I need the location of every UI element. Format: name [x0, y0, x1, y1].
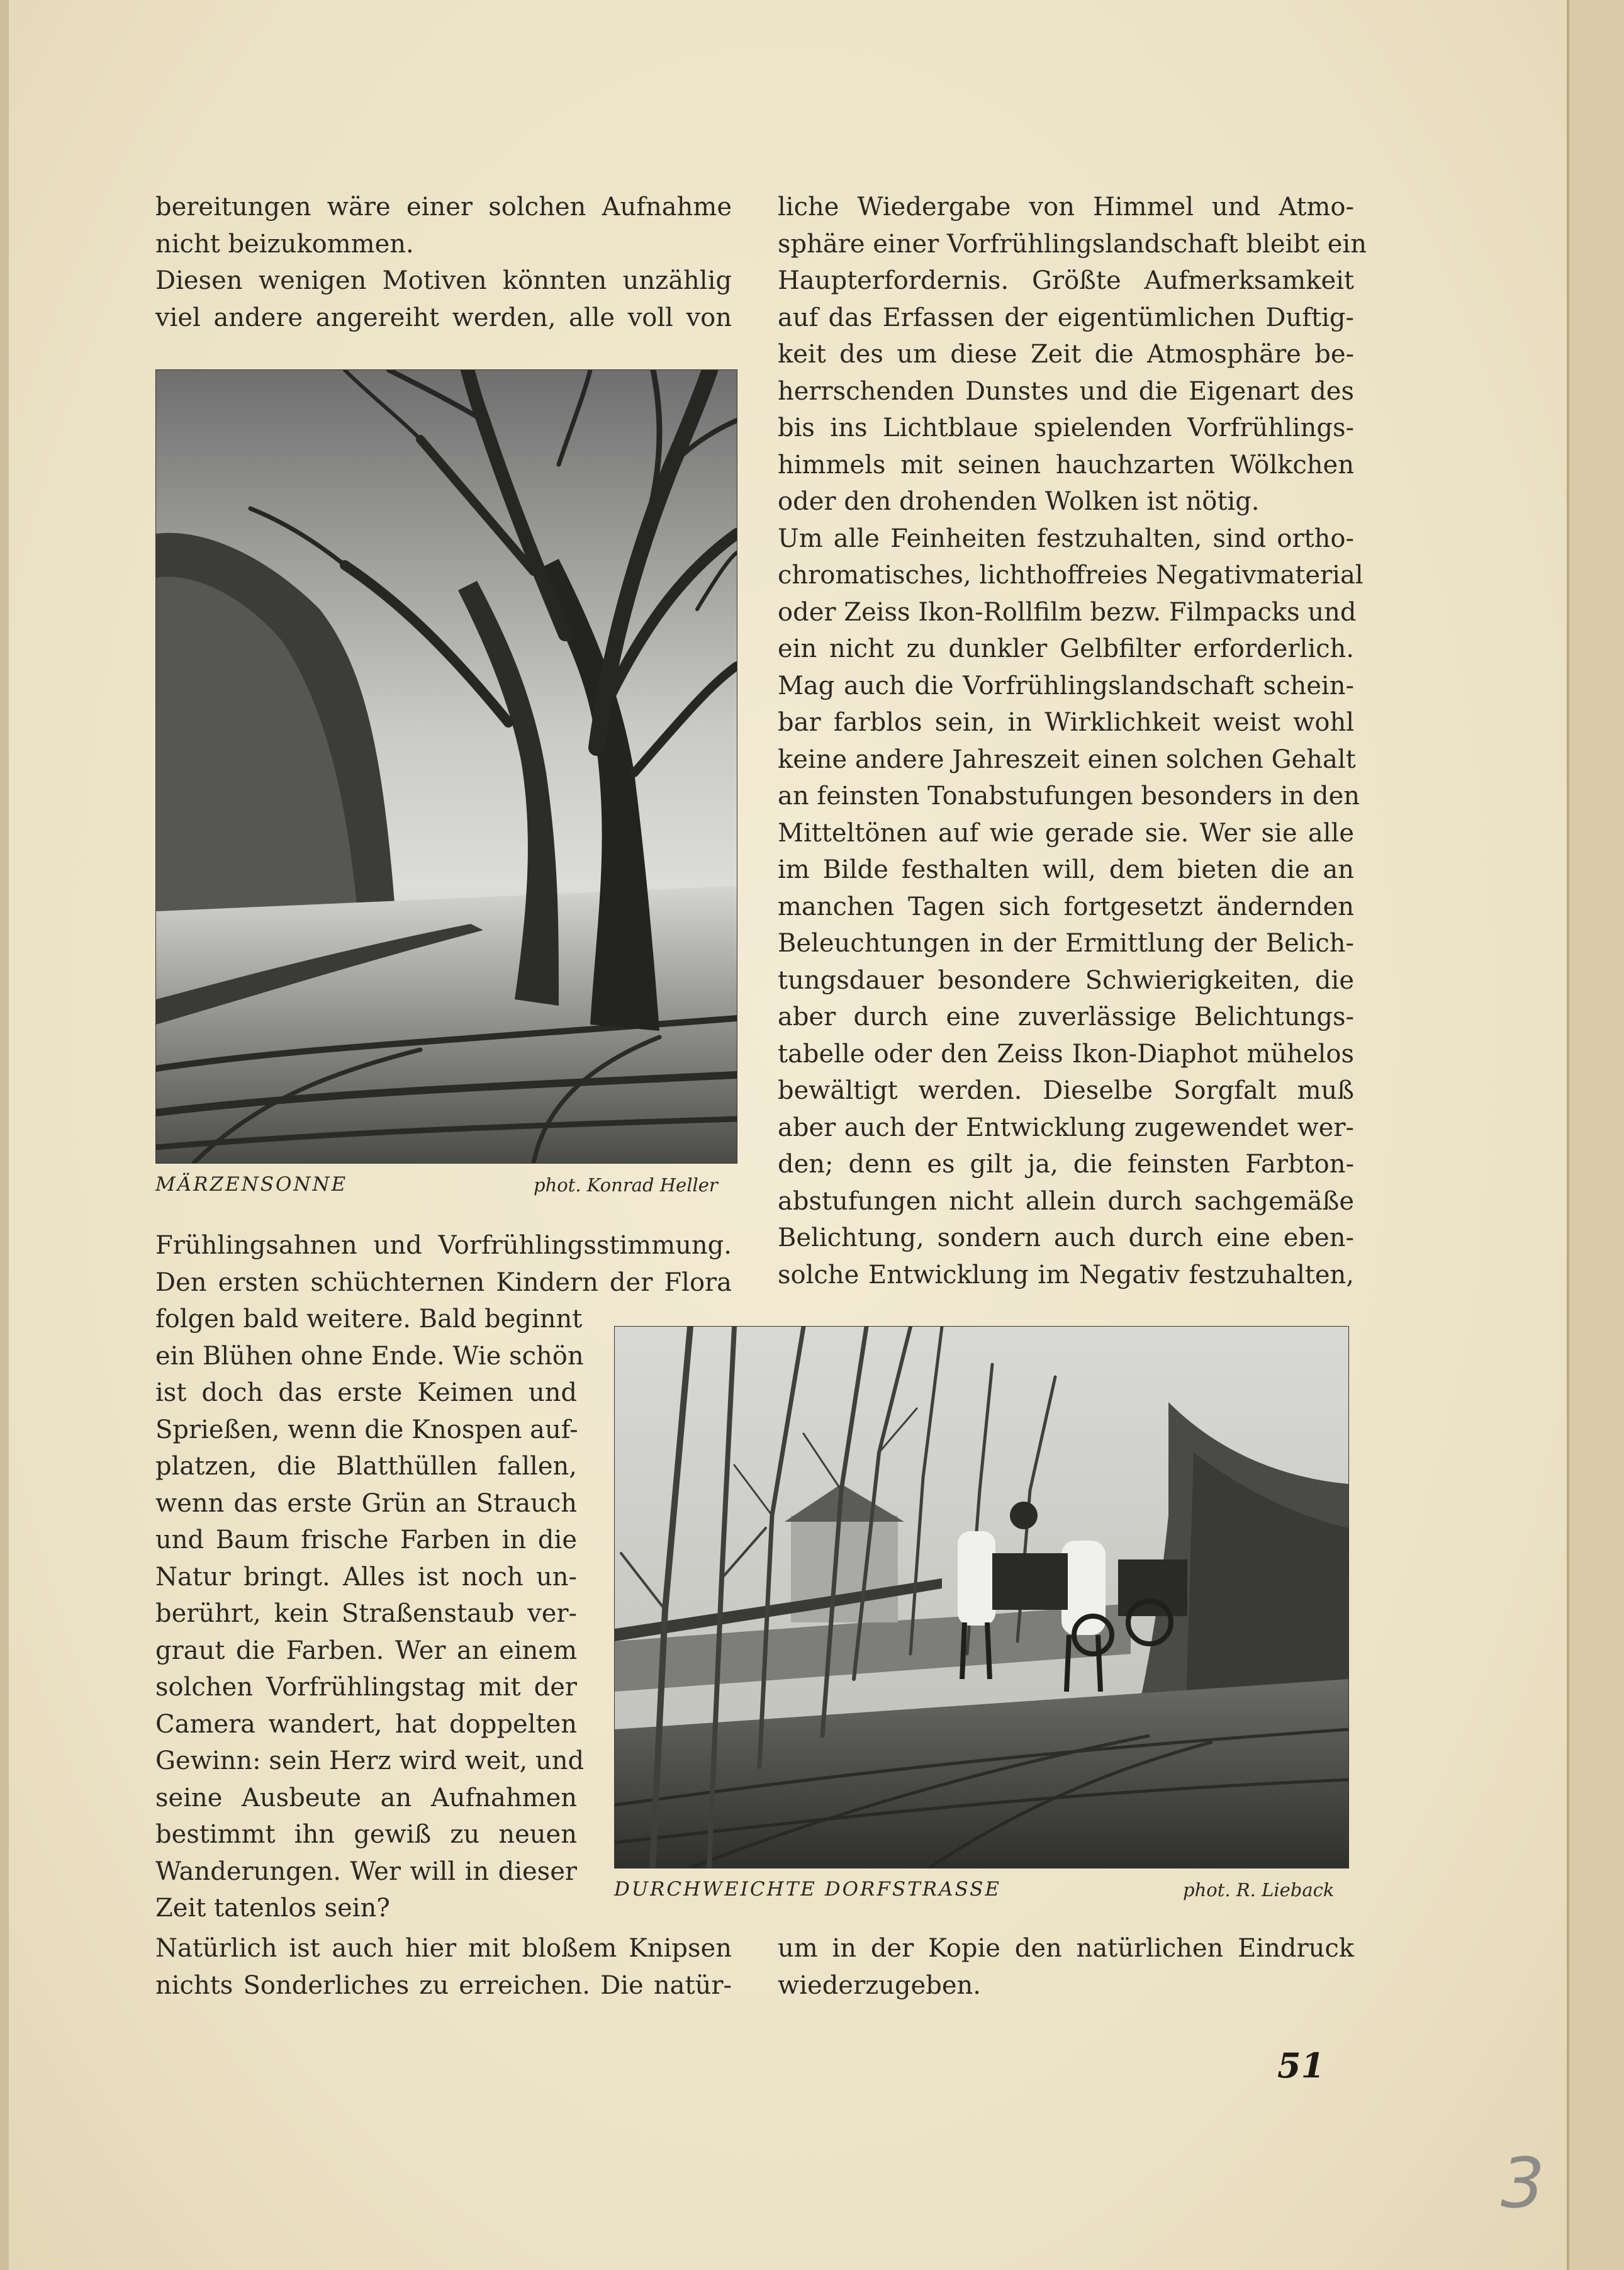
text-line: Gewinn: sein Herz wird weit, und — [155, 1746, 585, 1775]
text-line: chromatisches, lichthoffreies Negativmaterial — [778, 561, 1364, 590]
text-line: wenn das erste Grün an Strauch — [155, 1488, 577, 1518]
text-line: Haupterfordernis. Größte Aufmerksamkeit — [778, 266, 1354, 295]
text-line: Sprießen, wenn die Knospen auf- — [155, 1415, 578, 1444]
text-line: an feinsten Tonabstufungen besonders in den — [778, 782, 1360, 811]
figure2-caption: DURCHWEICHTE DORFSTRASSE — [614, 1878, 1002, 1901]
figure2-credit: phot. R. Lieback — [1183, 1879, 1335, 1901]
photo-durchweichte-dorfstrasse — [614, 1326, 1349, 1868]
text-line: sphäre einer Vorfrühlingslandschaft bleibt ein — [778, 229, 1367, 259]
text-line: solche Entwicklung im Negativ festzuhalten, — [778, 1260, 1354, 1290]
page-number: 51 — [1277, 2045, 1325, 2086]
text-line: Mag auch die Vorfrühlingslandschaft schein- — [778, 671, 1354, 700]
text-line: viel andere angereiht werden, alle voll von — [155, 303, 732, 332]
text-line: im Bilde festhalten will, dem bieten die an — [778, 855, 1354, 884]
text-line: nichts Sonderliches zu erreichen. Die natür- — [155, 1970, 732, 2000]
figure1-credit: phot. Konrad Heller — [534, 1174, 718, 1196]
text-line: und Baum frische Farben in die — [155, 1526, 577, 1554]
text-line: liche Wiedergabe von Himmel und Atmo- — [778, 193, 1354, 222]
text-line: Diesen wenigen Motiven könnten unzählig — [155, 266, 732, 295]
text-line: Belichtung, sondern auch durch eine eben- — [778, 1223, 1354, 1252]
photo-maerzensonne — [155, 369, 737, 1164]
text-line: ein nicht zu dunkler Gelbfilter erforderlich. — [778, 634, 1354, 663]
text-line: keine andere Jahreszeit einen solchen Gehalt — [778, 744, 1356, 774]
text-line: keit des um diese Zeit die Atmosphäre be- — [778, 340, 1354, 369]
text-line: nicht beizukommen. — [155, 229, 414, 259]
figure1-caption: MÄRZENSONNE — [155, 1173, 348, 1196]
col2-bottom-text — [778, 1930, 1354, 2004]
text-line: Um alle Feinheiten festzuhalten, sind ortho- — [778, 524, 1354, 553]
text-line: tungsdauer besondere Schwierigkeiten, die — [778, 965, 1354, 995]
narrow-text — [155, 1301, 585, 1927]
text-line: Camera wandert, hat doppelten — [155, 1709, 577, 1739]
text-line: Den ersten schüchternen Kindern der Flora — [155, 1267, 732, 1297]
text-line: Frühlingsahnen und Vorfrühlingsstimmung. — [155, 1231, 732, 1260]
text-line: aber auch der Entwicklung zugewendet wer- — [778, 1113, 1354, 1142]
text-line: aber durch eine zuverlässige Belichtungs- — [778, 1003, 1354, 1031]
text-line: Wanderungen. Wer will in dieser — [155, 1857, 577, 1886]
text-line: folgen bald weitere. Bald beginnt — [155, 1305, 583, 1334]
text-line: seine Ausbeute an Aufnahmen — [155, 1783, 577, 1812]
text-line: graut die Farben. Wer an einem — [155, 1636, 577, 1665]
pencil-annotation: 3 — [1501, 2143, 1545, 2223]
text-line: Zeit tatenlos sein? — [155, 1894, 390, 1923]
text-line: bis ins Lichtblaue spielenden Vorfrühlings- — [778, 413, 1354, 442]
col1-mid-text — [155, 1227, 732, 1301]
trees-photo-illustration — [156, 370, 737, 1163]
text-line: solchen Vorfrühlingstag mit der — [155, 1673, 577, 1702]
text-line: abstufungen nicht allein durch sachgemäße — [778, 1186, 1354, 1216]
text-line: herrschenden Dunstes und die Eigenart des — [778, 376, 1354, 406]
col1-top-text — [155, 189, 732, 336]
text-line: bar farblos sein, in Wirklichkeit weist wohl — [778, 708, 1354, 737]
text-line: Mitteltönen auf wie gerade sie. Wer sie alle — [778, 818, 1354, 848]
page-stack-edge — [1567, 0, 1624, 2270]
binding-edge — [0, 0, 9, 2270]
text-line: Natur bringt. Alles ist noch un- — [155, 1562, 577, 1592]
road-photo-illustration — [615, 1327, 1348, 1868]
text-line: berührt, kein Straßenstaub ver- — [155, 1599, 577, 1628]
text-line: ein Blühen ohne Ende. Wie schön — [155, 1341, 584, 1371]
text-line: manchen Tagen sich fortgesetzt ändernden — [778, 892, 1354, 921]
text-line: oder Zeiss Ikon-Rollfilm bezw. Filmpacks und — [778, 597, 1357, 627]
text-line: um in der Kopie den natürlichen Eindruck — [778, 1934, 1354, 1963]
text-line: bewältigt werden. Dieselbe Sorgfalt muß — [778, 1076, 1354, 1105]
text-line: wiederzugeben. — [778, 1970, 981, 2000]
text-line: tabelle oder den Zeiss Ikon-Diaphot mühelos — [778, 1039, 1354, 1069]
text-line: ist doch das erste Keimen und — [155, 1378, 577, 1407]
text-line: himmels mit seinen hauchzarten Wölkchen — [778, 450, 1354, 480]
text-line: platzen, die Blatthüllen fallen, — [155, 1452, 577, 1481]
text-line: Natürlich ist auch hier mit bloßem Knipsen — [155, 1934, 732, 1963]
col2-text — [778, 189, 1367, 1293]
text-line: den; denn es gilt ja, die feinsten Farbton- — [778, 1150, 1354, 1179]
text-line: auf das Erfassen der eigentümlichen Duftig- — [778, 303, 1354, 332]
col1-bottom-text — [155, 1930, 732, 2004]
text-line: Beleuchtungen in der Ermittlung der Belich- — [778, 929, 1354, 958]
text-line: bereitungen wäre einer solchen Aufnahme — [155, 193, 732, 222]
text-line: bestimmt ihn gewiß zu neuen — [155, 1820, 577, 1849]
text-line: oder den drohenden Wolken ist nötig. — [778, 487, 1260, 516]
